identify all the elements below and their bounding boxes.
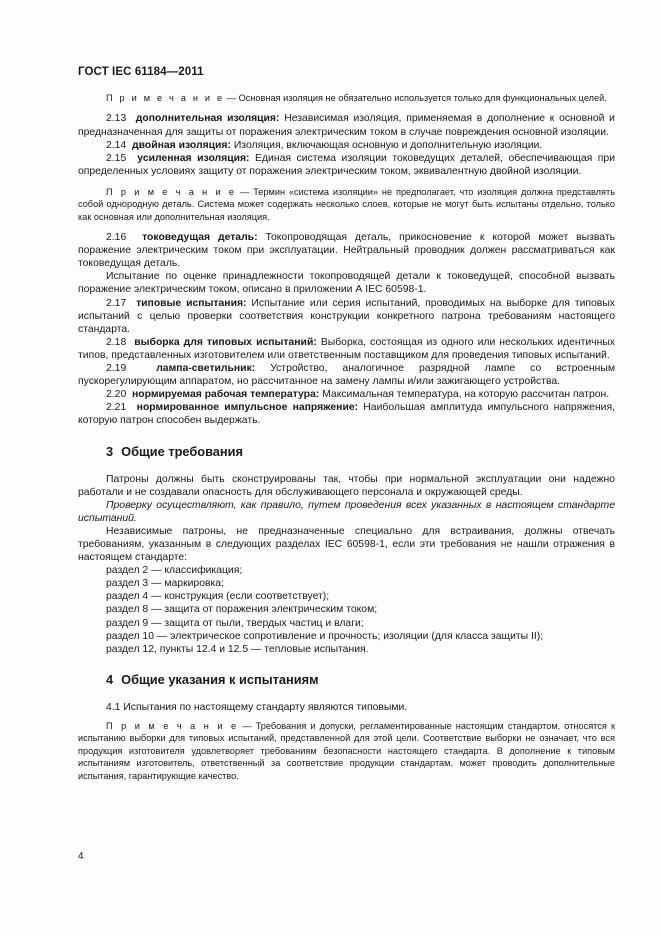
term-number: 2.17 <box>106 297 127 309</box>
term-definition: Выборка, состоящая из одного или нескольких идентичных типов, представленных изготовителем или ответственным поставщиком для проведения типовых испытаний. <box>78 336 615 361</box>
term-name: нормируемая рабочая температура: <box>132 389 320 401</box>
note-type-tests <box>78 720 615 782</box>
section-number: 3 <box>106 443 114 459</box>
term-name: лампа-светильник: <box>156 363 256 375</box>
term-2-15 <box>78 152 615 178</box>
section-4-heading <box>106 672 615 687</box>
term-number: 2.13 <box>106 113 127 125</box>
term-definition: Устройство, аналогичное разрядной лампе со встроенным пускорегулирующим аппаратом, но рассчитанное на замену лампы и/или зажигающего устройства. <box>78 363 616 388</box>
term-2-16 <box>78 231 615 270</box>
term-name: двойная изоляция: <box>132 139 231 151</box>
list-item: раздел 4 — конструкция (если соответствует); <box>106 591 330 603</box>
document-body <box>78 92 615 782</box>
term-name: выборка для типовых испытаний: <box>134 336 317 348</box>
section-3-verification: Проверку осуществляют, как правило, путем проведения всех указанных в настоящем стандарте испытаний. <box>78 499 615 524</box>
term-definition: Независимая изоляция, применяемая в дополнение к основной и предназначенная для защиты от поражения электрическим током в случае повреждения основной изоляции. <box>78 113 615 138</box>
term-2-19 <box>78 362 615 388</box>
term-number: 2.16 <box>106 232 127 244</box>
paragraph-2-16-test: Испытание по оценке принадлежности токопроводящей детали к токоведущей, способной вызвать поражение электрическим током, описано в приложении А IEC 60598-1. <box>78 271 615 296</box>
term-number: 2.20 <box>106 389 127 401</box>
list-item: раздел 2 — классификация; <box>106 565 243 577</box>
list-item: раздел 3 — маркировка; <box>106 578 224 590</box>
term-definition: Наибольшая амплитуда импульсного напряжения, которую патрон способен выдержать. <box>78 402 615 427</box>
term-2-21 <box>78 401 615 427</box>
section-3-paragraph-3: Независимые патроны, не предназначенные специально для встраивания, должны отвечать требованиям, указанным в следующих разделах IEC 60598-1, если эти требования не нашли отражения в настоящем стандарте: <box>78 525 615 564</box>
list-item: раздел 9 — защита от пыли, твердых частиц и влаги; <box>106 617 364 629</box>
term-number: 2.21 <box>106 402 127 414</box>
term-2-20 <box>78 388 615 401</box>
section-3-heading <box>106 444 615 459</box>
term-number: 2.18 <box>106 336 127 348</box>
note-basic-insulation <box>78 92 615 104</box>
note-insulation-system <box>78 186 615 223</box>
term-2-14 <box>78 139 615 152</box>
note-label: П р и м е ч а н и е <box>106 186 237 197</box>
term-definition: Максимальная температура, на которую рассчитан патрон. <box>319 389 610 401</box>
term-name: токоведущая деталь: <box>142 232 258 244</box>
section-title: Общие требования <box>121 443 243 459</box>
page-number: 4 <box>78 851 84 862</box>
term-definition: Испытание или серия испытаний, проводимых на выборке для типовых испытаний с целью проверки соответствия конструкции конкретного патрона требованиям настоящего стандарта. <box>78 297 615 335</box>
term-definition: Токопроводящая деталь, прикосновение к которой может вызвать поражение электрическим током при эксплуатации. Нейтральный проводник должен рассматриваться как токоведущая деталь. <box>78 232 615 270</box>
term-name: нормированное импульсное напряжение: <box>136 402 359 414</box>
term-2-13 <box>78 112 615 138</box>
term-name: типовые испытания: <box>136 297 247 309</box>
term-number: 2.15 <box>106 152 127 164</box>
term-number: 2.14 <box>106 139 127 151</box>
note-text: — Термин «система изоляции» не предполагает, что изоляция должна представлять собой однородную деталь. Система может содержать несколько слоев, которые не могут быть испытаны отдельно, только как основная или дополнительная изоляция. <box>78 186 615 222</box>
term-name: дополнительная изоляция: <box>135 113 280 125</box>
section-title: Общие указания к испытаниям <box>121 671 319 687</box>
term-definition: Единая система изоляции токоведущих деталей, обеспечивающая при определенных условиях защиту от поражения электрическим током, эквивалентную двойной изоляции. <box>78 152 615 177</box>
note-text: — Основная изоляция не обязательно используется только для функциональных целей. <box>226 93 607 103</box>
section-3-paragraph-1: Патроны должны быть сконструированы так, чтобы при нормальной эксплуатации они надежно работали и не создавали опасность для обслуживающего персонала и окружающей среды. <box>78 473 615 498</box>
term-2-18 <box>78 336 615 362</box>
list-item: раздел 8 — защита от поражения электрическим током; <box>106 604 378 616</box>
term-number: 2.19 <box>106 363 127 375</box>
note-label: П р и м е ч а н и е <box>106 720 239 731</box>
clause-4-1: 4.1 Испытания по настоящему стандарту являются типовыми. <box>106 701 408 713</box>
list-item: раздел 12, пункты 12.4 и 12.5 — тепловые испытания. <box>106 643 369 655</box>
section-3-list <box>78 564 615 656</box>
term-definition: Изоляция, включающая основную и дополнительную изоляции. <box>230 139 543 151</box>
list-item: раздел 10 — электрическое сопротивление и прочность; изоляции (для класса защиты II); <box>106 630 544 642</box>
term-name: усиленная изоляция: <box>137 152 250 164</box>
term-2-17 <box>78 297 615 336</box>
section-number: 4 <box>106 671 114 687</box>
note-label: П р и м е ч а н и е <box>106 93 225 103</box>
note-text: — Требования и допуски, регламентированные настоящим стандартом, относятся к испытанию выборки для типовых испытаний, представленной для этой цели. Соответствие выборки не означает, что вся продукция изготовителя удовлетворяет требованиям безопасности настоящего стандарта. В дополнение к типовым испытаниям изготовитель, ответственный за соответствие продукции стандартам, может проводить дополнительные испытания, гарантирующие качество. <box>78 720 615 781</box>
document-header: ГОСТ IEC 61184—2011 <box>78 66 204 78</box>
